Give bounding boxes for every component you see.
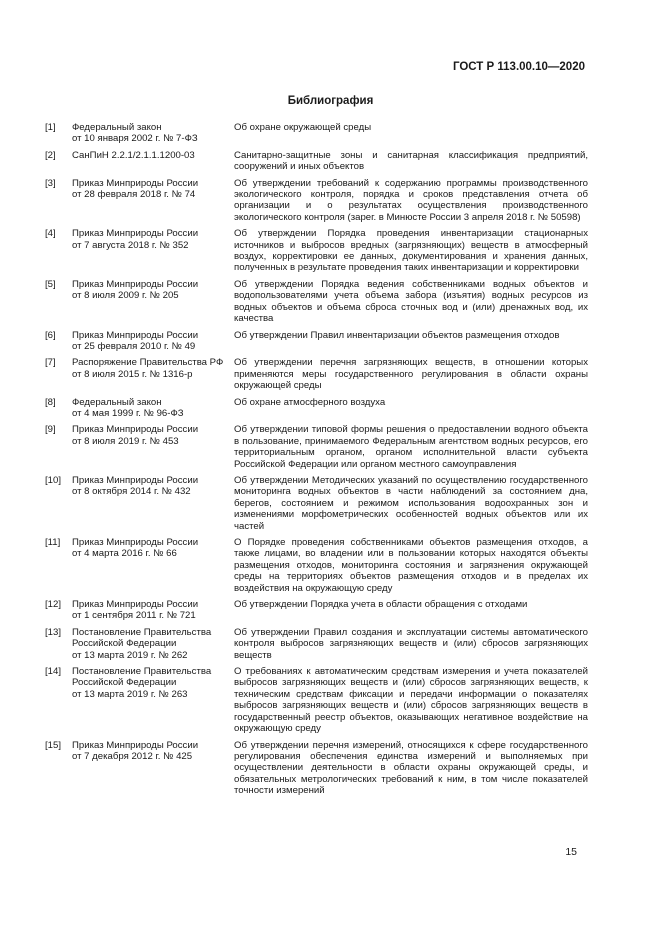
entry-source: Приказ Минприроды России от 8 октября 2014 г. № 432	[72, 474, 199, 498]
entry-number: [7]	[45, 357, 56, 369]
section-title: Библиография	[287, 95, 374, 107]
bibliography-entry	[45, 475, 588, 532]
bibliography-entry	[45, 397, 588, 420]
entry-number: [2]	[45, 149, 56, 161]
entry-title: Об утверждении перечня загрязняющих веществ, в отношении которых применяются меры государственного регулирования в области охраны окружающей среды	[234, 357, 588, 392]
entry-number: [14]	[45, 666, 62, 678]
document-header: ГОСТ Р 113.00.10—2020	[452, 61, 585, 73]
entry-title: Об утверждении Правил инвентаризации объектов размещения отходов	[234, 329, 560, 341]
page-number: 15	[565, 846, 577, 858]
entry-source: Приказ Минприроды России от 1 сентября 2011 г. № 721	[72, 599, 199, 622]
entry-source: Приказ Минприроды России от 7 декабря 2012 г. № 425	[72, 739, 199, 762]
bibliography-entry	[45, 122, 588, 145]
entry-title: Об утверждении Методических указаний по осуществлению государственного мониторинга водных объектов в части наблюдений за состоянием дна, берегов, состоянием и режимом использования водоохранных зон и изменениями морфометрических особенностей водных объектов или их частей	[234, 474, 588, 532]
entry-number: [5]	[45, 278, 56, 290]
bibliography-entry	[45, 666, 588, 734]
entry-number: [12]	[45, 599, 62, 611]
bibliography-entry	[45, 740, 588, 797]
bibliography-entry	[45, 599, 588, 622]
entry-source: Приказ Минприроды России от 25 февраля 2010 г. № 49	[72, 329, 199, 352]
bibliography-entry	[45, 279, 588, 325]
entry-source: Федеральный закон от 10 января 2002 г. № 7-ФЗ	[72, 122, 198, 145]
entry-title: Об утверждении требований к содержанию программы производственного экологического контроля, порядка и сроков представления отчета об организации и о результатах осуществления производственного экологического контроля (зарег. в Минюсте России 3 апреля 2018 г. № 50598)	[234, 177, 588, 223]
entry-number: [9]	[45, 424, 56, 436]
entry-title: Об утверждении Порядка ведения собственниками водных объектов и водопользователями учета объема забора (изъятия) водных ресурсов из водных объектов и объема сброса сточных вод и (или) дренажных вод, их качества	[234, 278, 588, 325]
entry-title: Об утверждении типовой формы решения о предоставлении водного объекта в пользование, принимаемого Федеральным агентством водных ресурсов, его территориальным органом, органом исполнительной власти субъекта Российской Федерации или органом местного самоуправления	[234, 424, 588, 470]
bibliography-entry	[45, 330, 588, 353]
entry-title: О Порядке проведения собственниками объектов размещения отходов, а также лицами, во владении или в пользовании которых находятся объекты размещения отходов, мониторинга состояния и загрязнения окружающей среды на территориях объектов размещения отходов и в пределах их воздействия на окружающую среду	[234, 537, 588, 594]
entry-title: О требованиях к автоматическим средствам измерения и учета показателей выбросов загрязняющих веществ и (или) сбросов загрязняющих веществ, к техническим средствам фиксации и передачи информации о показателях выбросов загрязняющих веществ и (или) сбросов загрязняющих веществ в государственный реестр объектов, оказывающих негативное воздействие на окружающую среду	[234, 666, 588, 735]
entry-source: Постановление Правительства Российской Федерации от 13 марта 2019 г. № 262	[72, 626, 212, 661]
bibliography-entry	[45, 424, 588, 470]
entry-source: Распоряжение Правительства РФ от 8 июля 2015 г. № 1316-р	[72, 357, 224, 380]
entry-title: Об охране атмосферного воздуха	[234, 396, 386, 408]
entry-number: [4]	[45, 228, 56, 240]
entry-title: Об утверждении Порядка проведения инвентаризации стационарных источников и выбросов вредных (загрязняющих) веществ в атмосферный воздух, корректировки ее данных, документирования и хранения данных, полученных в результате проведения таких инвентаризации и корректировки	[234, 228, 588, 274]
bibliography-entry	[45, 627, 588, 661]
entry-source: Приказ Минприроды России от 28 февраля 2018 г. № 74	[72, 177, 199, 201]
entry-number: [13]	[45, 626, 62, 638]
entry-source: Федеральный закон от 4 мая 1999 г. № 96-ФЗ	[72, 396, 184, 419]
entry-number: [3]	[45, 177, 56, 189]
entry-source: Приказ Минприроды России от 8 июля 2009 г. № 205	[72, 278, 199, 302]
entry-number: [10]	[45, 474, 62, 486]
entry-number: [11]	[45, 537, 61, 548]
entry-number: [6]	[45, 329, 56, 341]
bibliography-list	[45, 122, 588, 797]
entry-source: Приказ Минприроды России от 8 июля 2019 г. № 453	[72, 424, 199, 447]
bibliography-entry	[45, 228, 588, 274]
entry-number: [15]	[45, 739, 62, 751]
entry-title: Об охране окружающей среды	[234, 122, 372, 133]
entry-title: Об утверждении Порядка учета в области обращения с отходами	[234, 599, 528, 611]
entry-title: Об утверждении Правил создания и эксплуатации системы автоматического контроля выбросов загрязняющих веществ и (или) сбросов загрязняющих веществ	[234, 626, 588, 661]
entry-source: Приказ Минприроды России от 4 марта 2016 г. № 66	[72, 537, 199, 560]
bibliography-entry	[45, 178, 588, 224]
bibliography-entry	[45, 357, 588, 391]
entry-number: [8]	[45, 396, 56, 408]
entry-source: Приказ Минприроды России от 7 августа 2018 г. № 352	[72, 228, 199, 251]
entry-source: Постановление Правительства Российской Федерации от 13 марта 2019 г. № 263	[72, 666, 212, 700]
entry-title: Санитарно-защитные зоны и санитарная классификация предприятий, сооружений и иных объектов	[234, 149, 588, 173]
entry-title: Об утверждении перечня измерений, относящихся к сфере государственного регулирования обеспечения единства измерений и выполняемых при осуществлении деятельности в области охраны окружающей среды, и обязательных метрологических требований к ним, в том числе показателей точности измерений	[234, 739, 588, 797]
bibliography-entry	[45, 150, 588, 173]
entry-source: СанПиН 2.2.1/2.1.1.1200-03	[72, 149, 195, 161]
bibliography-entry	[45, 537, 588, 594]
entry-number: [1]	[45, 122, 56, 133]
